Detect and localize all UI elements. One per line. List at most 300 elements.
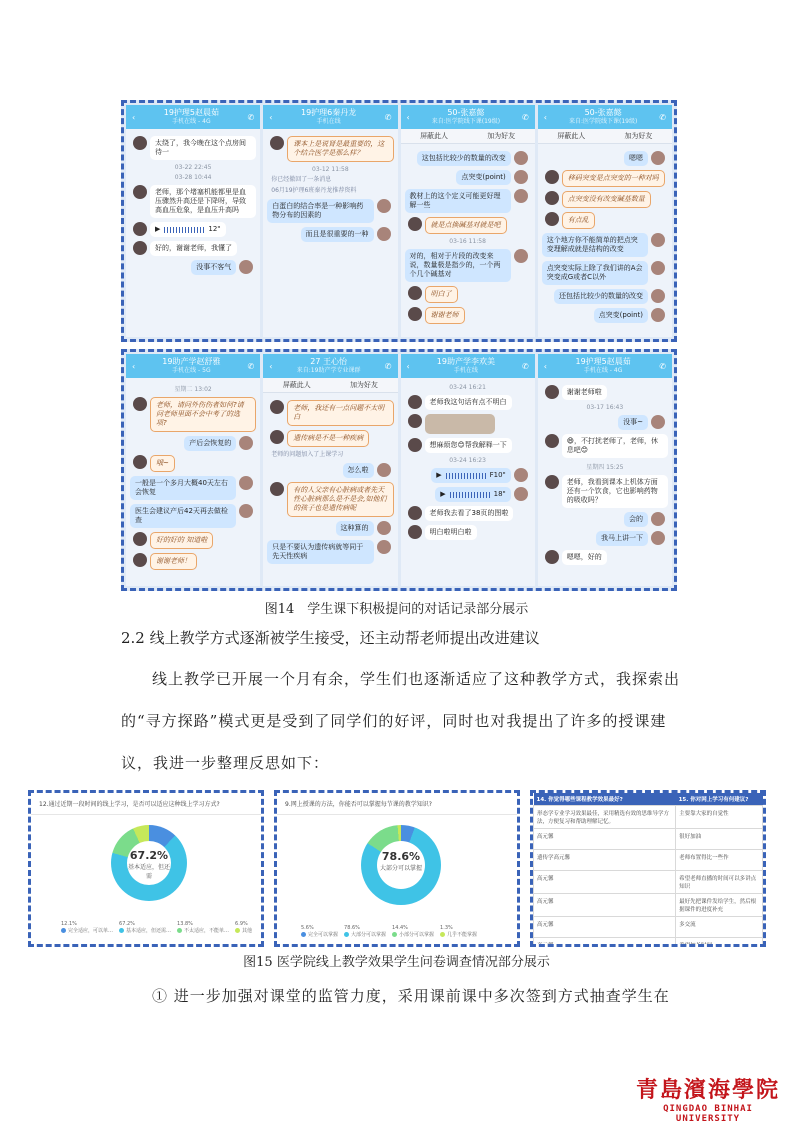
legend-item — [301, 925, 338, 938]
contact-name: 19助产学赵舒雅 — [162, 357, 221, 366]
chat-action-button[interactable]: 加为好友 — [624, 132, 653, 140]
legend-item — [119, 921, 171, 934]
contact-name: 50-张嘉懿 — [447, 108, 485, 117]
image-message[interactable] — [425, 414, 495, 434]
phone-icon[interactable]: ✆ — [247, 112, 255, 122]
message-bubble: 这种算的 — [336, 521, 374, 536]
back-icon[interactable]: ‹ — [543, 112, 547, 122]
chat-panel — [538, 354, 672, 586]
table-header: 15. 你对网上学习有何建议? — [676, 793, 763, 806]
back-icon[interactable]: ‹ — [269, 361, 273, 371]
phone-icon[interactable]: ✆ — [522, 112, 529, 122]
message-row — [542, 151, 668, 166]
contact-status: 手机在线 - 5G — [172, 367, 211, 374]
message-row — [267, 400, 393, 426]
back-icon[interactable]: ‹ — [406, 361, 410, 371]
back-icon[interactable]: ‹ — [269, 112, 273, 122]
chat-panel — [538, 105, 672, 337]
avatar — [545, 475, 559, 489]
message-bubble: 怎么啦 — [343, 463, 374, 478]
chat-panel — [401, 105, 535, 337]
table-row — [534, 894, 763, 917]
message-bubble: 点突变实际上除了我们讲的A会突变成G或者C以外 — [542, 261, 648, 285]
voice-duration: 12" — [208, 225, 221, 233]
message-bubble: 谢谢老师！ — [150, 553, 197, 570]
chat-messages — [263, 129, 397, 249]
table-row — [534, 829, 763, 850]
table-cell: 高元馨 — [534, 871, 676, 894]
waveform-icon — [450, 492, 490, 498]
donut-center-value: 67.2% — [129, 849, 169, 862]
avatar — [408, 286, 422, 300]
chat-panel — [263, 105, 397, 337]
legend-label: 完全适应，可以单… — [61, 927, 113, 934]
university-logo — [633, 1073, 783, 1124]
message-bubble: 课本上是说肾是最重要的，这个结合医学是那么样？ — [287, 136, 393, 162]
chat-title — [162, 357, 220, 375]
legend-item — [440, 925, 477, 938]
voice-duration: 18" — [493, 490, 506, 498]
message-bubble: 谢谢老师 — [425, 307, 465, 324]
avatar — [408, 525, 422, 539]
chat-panel — [126, 105, 260, 337]
message-row — [130, 136, 256, 160]
message-row — [542, 233, 668, 257]
avatar — [545, 550, 559, 564]
chat-title — [575, 357, 630, 375]
message-row — [130, 185, 256, 218]
avatar — [651, 512, 665, 526]
message-row — [542, 212, 668, 229]
avatar — [133, 397, 147, 411]
message-row — [405, 468, 531, 483]
avatar — [514, 487, 528, 501]
chat-title — [437, 357, 495, 375]
avatar — [377, 540, 391, 554]
message-bubble: 一般是一个多月大概40天左右会恢复 — [130, 476, 236, 500]
message-bubble: 老师，我还有一点问题不太明白 — [287, 400, 393, 426]
chat-panel — [401, 354, 535, 586]
chat-messages — [126, 378, 260, 577]
avatar — [514, 249, 528, 263]
back-icon[interactable]: ‹ — [132, 112, 136, 122]
table-row — [534, 917, 763, 938]
paragraph-line-1: 线上教学已开展一个月有余，学生们也逐渐适应了这种教学方式，我探索出 — [152, 670, 681, 688]
message-bubble: 白蛋白的结合率是一种影响药物分布的因素的 — [267, 199, 373, 223]
contact-name: 27 王心怡 — [310, 357, 347, 366]
avatar — [377, 463, 391, 477]
message-row — [542, 191, 668, 208]
contact-status: 手机在线 - 4G — [172, 118, 211, 125]
message-bubble: 有点乱 — [562, 212, 595, 229]
avatar — [545, 212, 559, 226]
voice-duration: F10" — [489, 471, 506, 479]
legend-swatch — [119, 928, 124, 933]
message-bubble: 明白啦明白啦 — [425, 525, 477, 540]
message-bubble: 有的人父亲有心脏病或者先天性心脏病那么是不是会,如他们的孩子也是遗传病呢 — [287, 482, 393, 517]
message-timestamp: 03-24 16:23 — [449, 457, 486, 464]
message-bubble: 点突变没有改变碱基数量 — [562, 191, 651, 208]
table-cell: 老师布置得比一些作 — [676, 850, 763, 871]
legend — [61, 921, 252, 934]
table-cell: 主要靠大家的自觉性 — [676, 806, 763, 829]
message-bubble: 对的，相对于片段的改变来说，数量极是指少的，一个两个几个碱基对 — [405, 249, 511, 282]
figure14-caption: 图14 学生课下积极提问的对话记录部分展示 — [264, 602, 529, 617]
contact-status: 来自:19助产学专业课群 — [296, 367, 361, 374]
message-bubble: 教材上的这个定义可能更好理解一些 — [405, 189, 511, 213]
legend-item — [344, 925, 386, 938]
chat-action-button[interactable]: 屏蔽此人 — [557, 132, 586, 140]
avatar — [133, 222, 147, 236]
avatar — [651, 308, 665, 322]
chat-messages — [401, 144, 535, 331]
avatar — [270, 430, 284, 444]
message-timestamp: 03-17 16:43 — [586, 404, 624, 411]
legend-item — [61, 921, 113, 934]
legend-item — [177, 921, 229, 934]
chat-action-button[interactable]: 加为好友 — [487, 132, 516, 140]
table-cell: 很好加油 — [676, 829, 763, 850]
message-row — [405, 414, 531, 434]
legend-swatch — [440, 932, 445, 937]
message-row — [542, 512, 668, 527]
message-row — [267, 136, 393, 162]
legend-item — [392, 925, 434, 938]
chat-header — [401, 105, 535, 129]
logo-chinese: 青島濱海學院 — [635, 1077, 780, 1103]
donut-center — [127, 841, 171, 885]
avatar — [408, 438, 422, 452]
message-row — [405, 438, 531, 453]
message-row — [405, 286, 531, 303]
message-row — [542, 531, 668, 546]
phone-icon[interactable]: ✆ — [659, 361, 666, 371]
message-row — [267, 521, 393, 536]
legend-label: 几乎不能掌握 — [440, 931, 477, 938]
chat-messages — [538, 144, 672, 330]
legend-value: 5.6% — [301, 925, 314, 931]
survey-question: 9.网上授课的方法，你能否可以掌握每节课的教学知识? — [277, 793, 517, 815]
play-icon: ▶ — [440, 490, 446, 498]
chat-action-bar — [263, 378, 397, 393]
phone-icon[interactable]: ✆ — [659, 112, 666, 122]
chat-title — [432, 108, 500, 126]
chat-title — [569, 108, 637, 126]
chat-header — [263, 105, 397, 129]
avatar — [651, 261, 665, 275]
contact-name: 19护理5赵晨茹 — [163, 108, 220, 117]
chat-header — [263, 354, 397, 378]
message-timestamp: 03-24 16:21 — [449, 384, 486, 391]
legend-value: 13.8% — [177, 921, 193, 927]
table-cell: 遗传学高元馨 — [534, 850, 676, 871]
voice-message[interactable] — [435, 487, 511, 502]
response-table — [533, 793, 763, 947]
message-bubble: 老师我去看了38页的图啦 — [425, 506, 514, 521]
message-row — [130, 504, 256, 528]
table-cell: 最好先把课件发给学生，然后根据课件的进度补充 — [676, 894, 763, 917]
play-icon: ▶ — [436, 471, 442, 479]
avatar — [239, 476, 253, 490]
avatar — [270, 136, 284, 150]
legend-label: 基本适应，但还需… — [119, 927, 171, 934]
donut-center-value: 78.6% — [381, 850, 421, 863]
legend-swatch — [235, 928, 240, 933]
message-bubble: 明白了 — [425, 286, 458, 303]
message-row — [542, 550, 668, 565]
play-icon: ▶ — [155, 225, 161, 233]
legend-label: 大部分可以掌握 — [344, 931, 386, 938]
logo-english: QINGDAO BINHAI UNIVERSITY — [663, 1104, 753, 1124]
avatar — [133, 553, 147, 567]
survey-chart-mastery — [274, 790, 520, 947]
chat-messages — [263, 393, 397, 571]
message-timestamp: 星期二 13:02 — [174, 386, 212, 393]
message-bubble: 就是点换碱基对就是吧 — [425, 217, 507, 234]
avatar — [377, 521, 391, 535]
message-row — [267, 482, 393, 517]
avatar — [545, 385, 559, 399]
message-row — [542, 415, 668, 430]
system-notice: 老师的问题加入了上课学习 — [271, 451, 344, 458]
chat-action-bar — [401, 129, 535, 144]
message-row — [405, 395, 531, 410]
chat-title — [297, 357, 361, 375]
message-bubble: 我马上讲一下 — [596, 531, 648, 546]
paragraph-line-3: 议，我进一步整理反思如下： — [121, 754, 330, 772]
message-row — [405, 525, 531, 540]
message-row — [405, 307, 531, 324]
chat-action-bar — [538, 129, 672, 144]
message-bubble: 会的 — [624, 512, 648, 527]
message-row — [130, 436, 256, 451]
phone-icon[interactable]: ✆ — [384, 112, 392, 122]
chat-header — [126, 354, 260, 378]
legend-label: 小部分可以掌握 — [392, 931, 434, 938]
message-bubble: 没事~ — [618, 415, 648, 430]
message-row — [267, 430, 393, 447]
message-row — [130, 553, 256, 570]
chat-header — [538, 105, 672, 129]
avatar — [270, 400, 284, 414]
chat-panel — [126, 354, 260, 586]
back-icon[interactable]: ‹ — [132, 361, 136, 371]
message-bubble: 老师我这句话有点不明白 — [425, 395, 512, 410]
table-cell: 高元馨 — [534, 894, 676, 917]
table-cell: 希望老师直播的时间可以多讲点知识 — [676, 871, 763, 894]
message-bubble: 产后会恢复的 — [184, 436, 236, 451]
avatar — [514, 189, 528, 203]
contact-status: 手机在线 - 4G — [583, 367, 623, 374]
message-timestamp: 03-28 10:44 — [174, 174, 212, 181]
message-bubble: 老师，请问外伤伤者如何?请问老师里面不会中考了的选项? — [150, 397, 256, 432]
chat-action-button[interactable]: 屏蔽此人 — [282, 381, 311, 389]
avatar — [408, 307, 422, 321]
chat-action-button[interactable]: 屏蔽此人 — [420, 132, 449, 140]
message-row — [542, 434, 668, 458]
table-cell: 高元馨 — [534, 829, 676, 850]
donut-center-label: 基本适应，但还需 — [127, 864, 170, 880]
table-header: 14. 你觉得哪些课程教学效果最好? — [534, 793, 676, 806]
avatar — [514, 151, 528, 165]
legend-swatch — [392, 932, 397, 937]
avatar — [651, 415, 665, 429]
message-bubble: 没事不客气 — [191, 260, 236, 275]
message-timestamp: 03-12 11:58 — [312, 166, 349, 173]
avatar — [133, 136, 147, 150]
avatar — [133, 532, 147, 546]
message-bubble: 医生会建议产后42天再去做检查 — [130, 504, 236, 528]
message-bubble: 点突变(point) — [594, 308, 648, 323]
legend-value: 12.1% — [61, 921, 77, 927]
avatar — [239, 260, 253, 274]
message-bubble: 移码突变是点突变的一种对吗 — [562, 170, 665, 187]
avatar — [239, 504, 253, 518]
message-bubble: 好的好的 知道啦 — [150, 532, 213, 549]
legend — [301, 925, 477, 938]
donut-center — [377, 841, 425, 889]
avatar — [270, 482, 284, 496]
message-row — [267, 227, 393, 242]
message-row — [130, 260, 256, 275]
message-row — [405, 249, 531, 282]
legend-value: 67.2% — [119, 921, 135, 927]
legend-item — [235, 921, 252, 934]
system-notice: 06月19护理6班秦丹龙推荐资料 — [271, 187, 357, 194]
contact-name: 19护理5赵晨茹 — [575, 357, 631, 366]
donut-center-label: 大部分可以掌握 — [379, 865, 422, 872]
message-row — [130, 476, 256, 500]
back-icon[interactable]: ‹ — [543, 361, 547, 371]
contact-status: 来自:医学院线下课(19级) — [431, 118, 501, 125]
avatar — [514, 170, 528, 184]
message-row — [542, 475, 668, 508]
chat-messages — [401, 378, 535, 547]
legend-label: 完全可以掌握 — [301, 931, 338, 938]
message-row — [267, 199, 393, 223]
avatar — [651, 531, 665, 545]
message-bubble: 这个地方你不能简单的把点突变理解成就是结构的改变 — [542, 233, 648, 257]
figure15-caption: 图15 医学院线上教学效果学生问卷调查情况部分展示 — [243, 955, 550, 970]
phone-icon[interactable]: ✆ — [522, 361, 529, 371]
message-bubble: 谢谢老师啦 — [562, 385, 607, 400]
message-bubble: 哦~ — [150, 455, 175, 472]
message-row — [130, 532, 256, 549]
avatar — [545, 191, 559, 205]
contact-status: 来自:医学院线下课(19级) — [568, 118, 638, 125]
contact-name: 50-张嘉懿 — [584, 108, 622, 117]
message-bubble: 只是不要认为遗传病就等同于先天性疾病 — [267, 540, 373, 564]
waveform-icon — [446, 473, 486, 479]
system-notice: 你已经撤回了一条消息 — [271, 176, 332, 183]
message-bubble: 嗯嗯 — [624, 151, 648, 166]
avatar — [408, 414, 422, 428]
chat-title — [164, 108, 219, 126]
chat-action-button[interactable]: 加为好友 — [349, 381, 378, 389]
avatar — [133, 241, 147, 255]
message-bubble: 这包括比较少的数量的改变 — [417, 151, 511, 166]
section-heading: 2.2 线上教学方式逐渐被学生接受，还主动帮老师提出改进建议 — [121, 629, 540, 647]
avatar — [239, 436, 253, 450]
message-bubble: 😄，不打扰老师了，老师，休息吧😊 — [562, 434, 668, 458]
message-row — [542, 170, 668, 187]
table-row — [534, 871, 763, 894]
message-timestamp: 星期四 15:25 — [586, 464, 624, 471]
message-row — [267, 463, 393, 478]
message-row — [542, 261, 668, 285]
contact-status: 手机在线 — [316, 118, 341, 125]
voice-message[interactable] — [150, 222, 226, 237]
legend-label: 其他 — [235, 927, 252, 934]
avatar — [514, 468, 528, 482]
contact-status: 手机在线 — [453, 367, 478, 374]
avatar — [651, 289, 665, 303]
message-row — [130, 455, 256, 472]
paragraph-line-2: 的“寻方探路”模式更是受到了同学们的好评，同时也对我提出了许多的授课建 — [121, 712, 667, 730]
message-row — [405, 189, 531, 213]
survey-question: 12.通过近期一段时间的线上学习，是否可以适应这种线上学习方式? — [31, 793, 261, 815]
legend-swatch — [301, 932, 306, 937]
message-row — [130, 241, 256, 256]
phone-icon[interactable]: ✆ — [384, 361, 392, 371]
message-bubble: 老师，我看到课本上机体方面还有一个饮食，它也影响药物的吸收吗？ — [562, 475, 668, 508]
chat-header — [401, 354, 535, 378]
chat-collage-bottom — [121, 349, 677, 591]
message-row — [542, 289, 668, 304]
chat-header — [126, 105, 260, 129]
avatar — [545, 170, 559, 184]
message-bubble: 而且是很重要的一种 — [301, 227, 374, 242]
legend-value: 1.3% — [440, 925, 453, 931]
message-row — [405, 217, 531, 234]
table-cell: 高元馨 — [534, 938, 676, 948]
phone-icon[interactable]: ✆ — [247, 361, 255, 371]
waveform-icon — [164, 227, 204, 233]
survey-response-table — [530, 790, 766, 947]
message-row — [542, 308, 668, 323]
survey-chart-adaptation — [28, 790, 264, 947]
message-row — [130, 222, 256, 237]
message-row — [542, 385, 668, 400]
table-cell: 高元馨 — [534, 917, 676, 938]
chat-panel — [263, 354, 397, 586]
avatar — [545, 434, 559, 448]
message-bubble: 遗传病是不是一种疾病 — [287, 430, 369, 447]
avatar — [408, 395, 422, 409]
legend-label: 不太适应，不能单… — [177, 927, 229, 934]
contact-name: 19护理6秦丹龙 — [300, 108, 357, 117]
message-row — [405, 151, 531, 166]
message-row — [405, 487, 531, 502]
legend-value: 14.4% — [392, 925, 408, 931]
message-bubble: 好的，谢谢老师，我懂了 — [150, 241, 237, 256]
message-row — [405, 170, 531, 185]
contact-name: 19助产学李欢美 — [436, 357, 495, 366]
message-row — [267, 540, 393, 564]
back-icon[interactable]: ‹ — [406, 112, 410, 122]
point-1: ① 进一步加强对课堂的监管力度，采用课前课中多次签到方式抽查学生在 — [152, 987, 670, 1005]
chat-messages — [126, 129, 260, 282]
avatar — [377, 199, 391, 213]
table-row — [534, 806, 763, 829]
message-bubble: 老师，那个堵塞机能都里是血压骤然升高还是下降呀，导致高血压危象，是血压升高吗 — [150, 185, 256, 218]
message-bubble: 点突变(point) — [456, 170, 510, 185]
avatar — [408, 217, 422, 231]
chat-title — [301, 108, 356, 126]
chat-messages — [538, 378, 672, 572]
chat-header — [538, 354, 672, 378]
voice-message[interactable] — [431, 468, 511, 483]
